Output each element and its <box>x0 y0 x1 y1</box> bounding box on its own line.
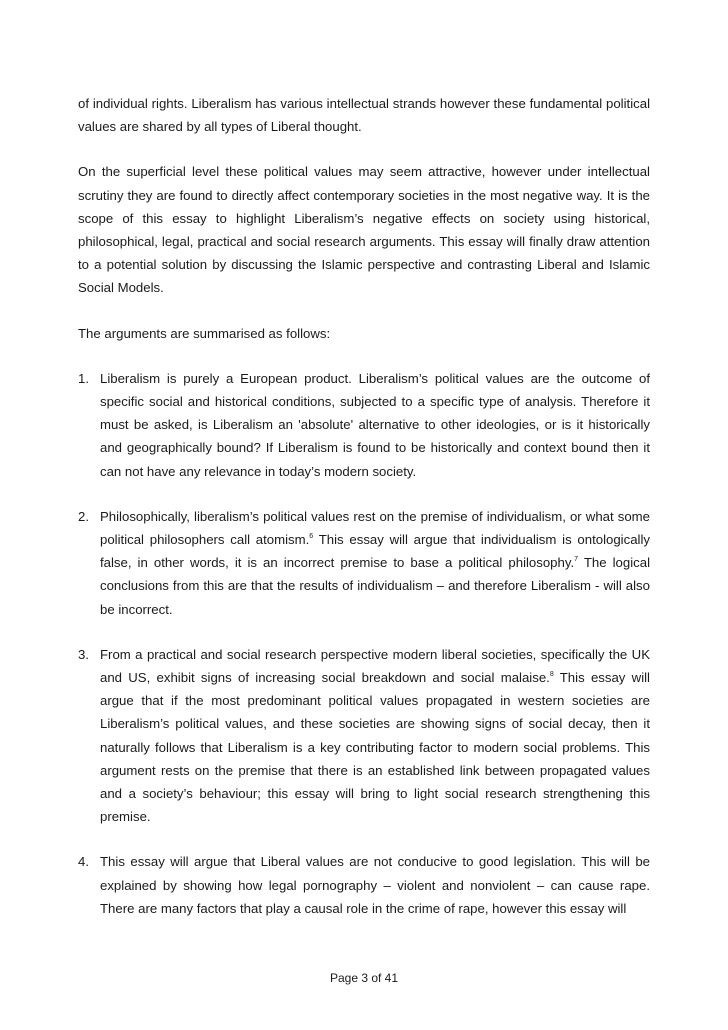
list-number: 1. <box>78 370 89 386</box>
list-item <box>78 367 650 483</box>
list-item-text <box>100 509 650 617</box>
list-item-text-part: Philosophically, liberalism’s political values rest on the premise of individualism, or what some political philosophers call atomism. <box>100 508 650 548</box>
list-item-text-part: From a practical and social research perspective modern liberal societies, specifically the UK and US, exhibit signs of increasing social breakdown and social malaise. <box>100 646 650 686</box>
page-footer <box>0 970 728 986</box>
list-item-text <box>100 647 650 824</box>
list-item <box>78 850 650 920</box>
arguments-list <box>78 367 650 920</box>
footnote-marker[interactable]: 8 <box>549 671 554 679</box>
paragraph-3: The arguments are summarised as follows: <box>78 325 331 341</box>
list-item <box>78 505 650 621</box>
footnote-marker[interactable]: 6 <box>309 533 314 541</box>
list-item-text-part: This essay will argue that if the most predominant political values propagated in western societies are Liberalism’s political values, and these societies are showing signs of social decay, then it naturally follows that Liberalism is a key contributing factor to modern social problems. This argument rests on the premise that there is an established link between propagated values and a society’s behaviour; this essay will bring to light social research strengthening this premise. <box>100 670 650 825</box>
list-item-text-part: This essay will argue that individualism is ontologically false, in other words, it is an incorrect premise to base a political philosophy. <box>100 532 650 571</box>
list-number: 3. <box>78 646 89 662</box>
list-item <box>78 643 650 829</box>
list-number: 4. <box>78 854 89 870</box>
paragraph-2: On the superficial level these political values may seem attractive, however under intellectual scrutiny they are found to directly affect contemporary societies in the most negative way. It is the scope of this essay to highlight Liberalism’s negative effects on society using historical, philosophical, legal, practical and social research arguments. This essay will finally draw attention to a potential solution by discussing the Islamic perspective and contrasting Liberal and Islamic Social Models. <box>78 164 650 296</box>
paragraph-1: of individual rights. Liberalism has various intellectual strands however these fundamental political values are shared by all types of Liberal thought. <box>78 96 650 135</box>
list-item-text-part: The logical conclusions from this are that the results of individualism – and therefore Liberalism - will also be incorrect. <box>100 555 651 617</box>
footnote-marker[interactable]: 7 <box>574 556 579 564</box>
page-body <box>78 92 650 942</box>
list-item-text: This essay will argue that Liberal values are not conducive to good legislation. This will be explained by showing how legal pornography – violent and nonviolent – can cause rape. There are many factors that play a causal role in the crime of rape, however this essay will <box>100 854 650 916</box>
page-number: Page 3 of 41 <box>329 971 399 985</box>
list-number: 2. <box>78 508 89 524</box>
list-item-text: Liberalism is purely a European product. Liberalism’s political values are the outcome of specific social and historical conditions, subjected to a specific type of analysis. Therefore it must be asked, is Liberalism an 'absolute' alternative to other ideologies, or is it historically and geographically bound? If Liberalism is found to be historically and context bound then it can not have any relevance in today’s modern society. <box>100 370 650 479</box>
